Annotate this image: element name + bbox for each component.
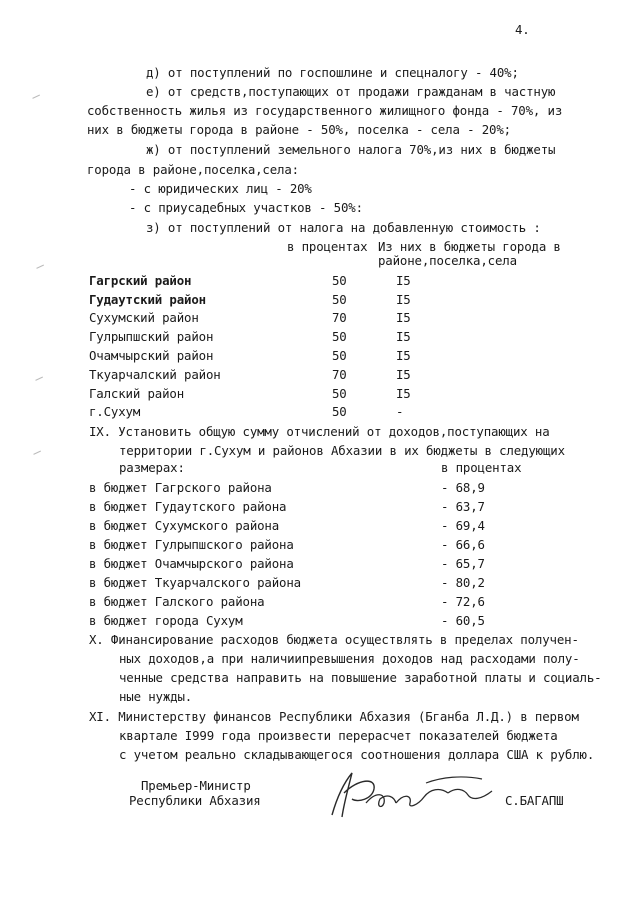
vat-row-share: I5: [396, 367, 411, 382]
vat-row-name: Очамчырский район: [89, 348, 214, 363]
clause-xi-line-2: квартале I999 года произвести перерасчет показателей бюджета: [119, 728, 558, 743]
signatory-title-line-1: Премьер-Министр: [141, 778, 251, 793]
clause-x-line-1: X. Финансирование расходов бюджета осуществлять в пределах получен-: [89, 632, 579, 647]
clause-z: з) от поступлений от налога на добавленную стоимость :: [146, 220, 541, 235]
vat-row-name: Галский район: [89, 386, 185, 401]
vat-row-percent: 50: [332, 329, 347, 344]
ix-row-value: - 63,7: [441, 499, 485, 514]
ix-row-name: в бюджет Сухумского района: [89, 518, 280, 533]
clause-x-line-3: ченные средства направить на повышение заработной платы и социаль-: [119, 670, 602, 685]
vat-row-name: Гагрский район: [89, 273, 192, 288]
page-number: 4.: [515, 22, 530, 37]
clause-xi-line-3: с учетом реально складывающегося соотношения доллара США к рублю.: [119, 747, 595, 762]
signatory-name: С.БАГАПШ: [505, 793, 564, 808]
clause-zh-item-2: - с приусадебных участков - 50%:: [129, 200, 363, 215]
clause-xi-line-1: XI. Министерству финансов Республики Абхазия (Бганба Л.Д.) в первом: [89, 709, 579, 724]
ix-row-value: - 66,6: [441, 537, 485, 552]
ix-col-percent-header: в процентах: [441, 460, 522, 475]
vat-row-percent: 50: [332, 404, 347, 419]
ix-row-name: в бюджет Гулрыпшского района: [89, 537, 294, 552]
vat-row-name: Ткуарчалский район: [89, 367, 221, 382]
vat-col-share-header-1: Из них в бюджеты города в: [378, 239, 561, 254]
clause-zh-item-1: - с юридических лиц - 20%: [129, 181, 312, 196]
vat-row-share: I5: [396, 273, 411, 288]
clause-ix-line-2: территории г.Сухум и районов Абхазии в их бюджеты в следующих: [119, 443, 565, 458]
ix-row-value: - 72,6: [441, 594, 485, 609]
handwritten-signature: [322, 763, 502, 823]
vat-row-percent: 70: [332, 367, 347, 382]
ix-row-value: - 65,7: [441, 556, 485, 571]
ix-row-name: в бюджет Гудаутского района: [89, 499, 287, 514]
ix-row-value: - 80,2: [441, 575, 485, 590]
vat-row-percent: 70: [332, 310, 347, 325]
vat-row-share: -: [396, 404, 404, 419]
vat-row-name: г.Сухум: [89, 404, 141, 419]
vat-row-share: I5: [396, 310, 411, 325]
vat-row-share: I5: [396, 329, 411, 344]
clause-zh-line-2: города в районе,поселка,села:: [87, 162, 299, 177]
ix-row-value: - 60,5: [441, 613, 485, 628]
vat-row-share: I5: [396, 292, 411, 307]
vat-row-name: Сухумский район: [89, 310, 199, 325]
vat-row-share: I5: [396, 386, 411, 401]
ix-row-value: - 69,4: [441, 518, 485, 533]
margin-speck: [32, 95, 41, 103]
margin-speck: [33, 451, 42, 459]
clause-x-line-4: ные нужды.: [119, 689, 193, 704]
clause-e-line-1: е) от средств,поступающих от продажи гражданам в частную: [146, 84, 556, 99]
vat-row-percent: 50: [332, 386, 347, 401]
clause-e-line-3: них в бюджеты города в районе - 50%, поселка - села - 20%;: [87, 122, 511, 137]
clause-d: д) от поступлений по госпошлине и спецналогу - 40%;: [146, 65, 519, 80]
vat-row-percent: 50: [332, 348, 347, 363]
clause-ix-line-3: размерах:: [119, 460, 185, 475]
vat-row-name: Гулрыпшский район: [89, 329, 214, 344]
vat-row-percent: 50: [332, 273, 347, 288]
margin-speck: [36, 265, 45, 273]
vat-col-share-header-2: районе,поселка,села: [378, 253, 517, 268]
clause-e-line-2: собственность жилья из государственного жилищного фонда - 70%, из: [87, 103, 563, 118]
ix-row-name: в бюджет Ткуарчалского района: [89, 575, 301, 590]
vat-row-percent: 50: [332, 292, 347, 307]
ix-row-name: в бюджет города Сухум: [89, 613, 243, 628]
vat-row-name: Гудаутский район: [89, 292, 206, 307]
clause-x-line-2: ных доходов,а при наличиипревышения доходов над расходами полу-: [119, 651, 580, 666]
vat-row-share: I5: [396, 348, 411, 363]
vat-col-percent-header: в процентах: [287, 239, 368, 254]
clause-ix-line-1: IX. Установить общую сумму отчислений от доходов,поступающих на: [89, 424, 550, 439]
ix-row-name: в бюджет Галского района: [89, 594, 265, 609]
ix-row-name: в бюджет Гагрского района: [89, 480, 272, 495]
margin-speck: [35, 377, 44, 385]
signatory-title-line-2: Республики Абхазия: [129, 793, 261, 808]
ix-row-name: в бюджет Очамчырского района: [89, 556, 294, 571]
ix-row-value: - 68,9: [441, 480, 485, 495]
clause-zh-line-1: ж) от поступлений земельного налога 70%,из них в бюджеты: [146, 142, 556, 157]
